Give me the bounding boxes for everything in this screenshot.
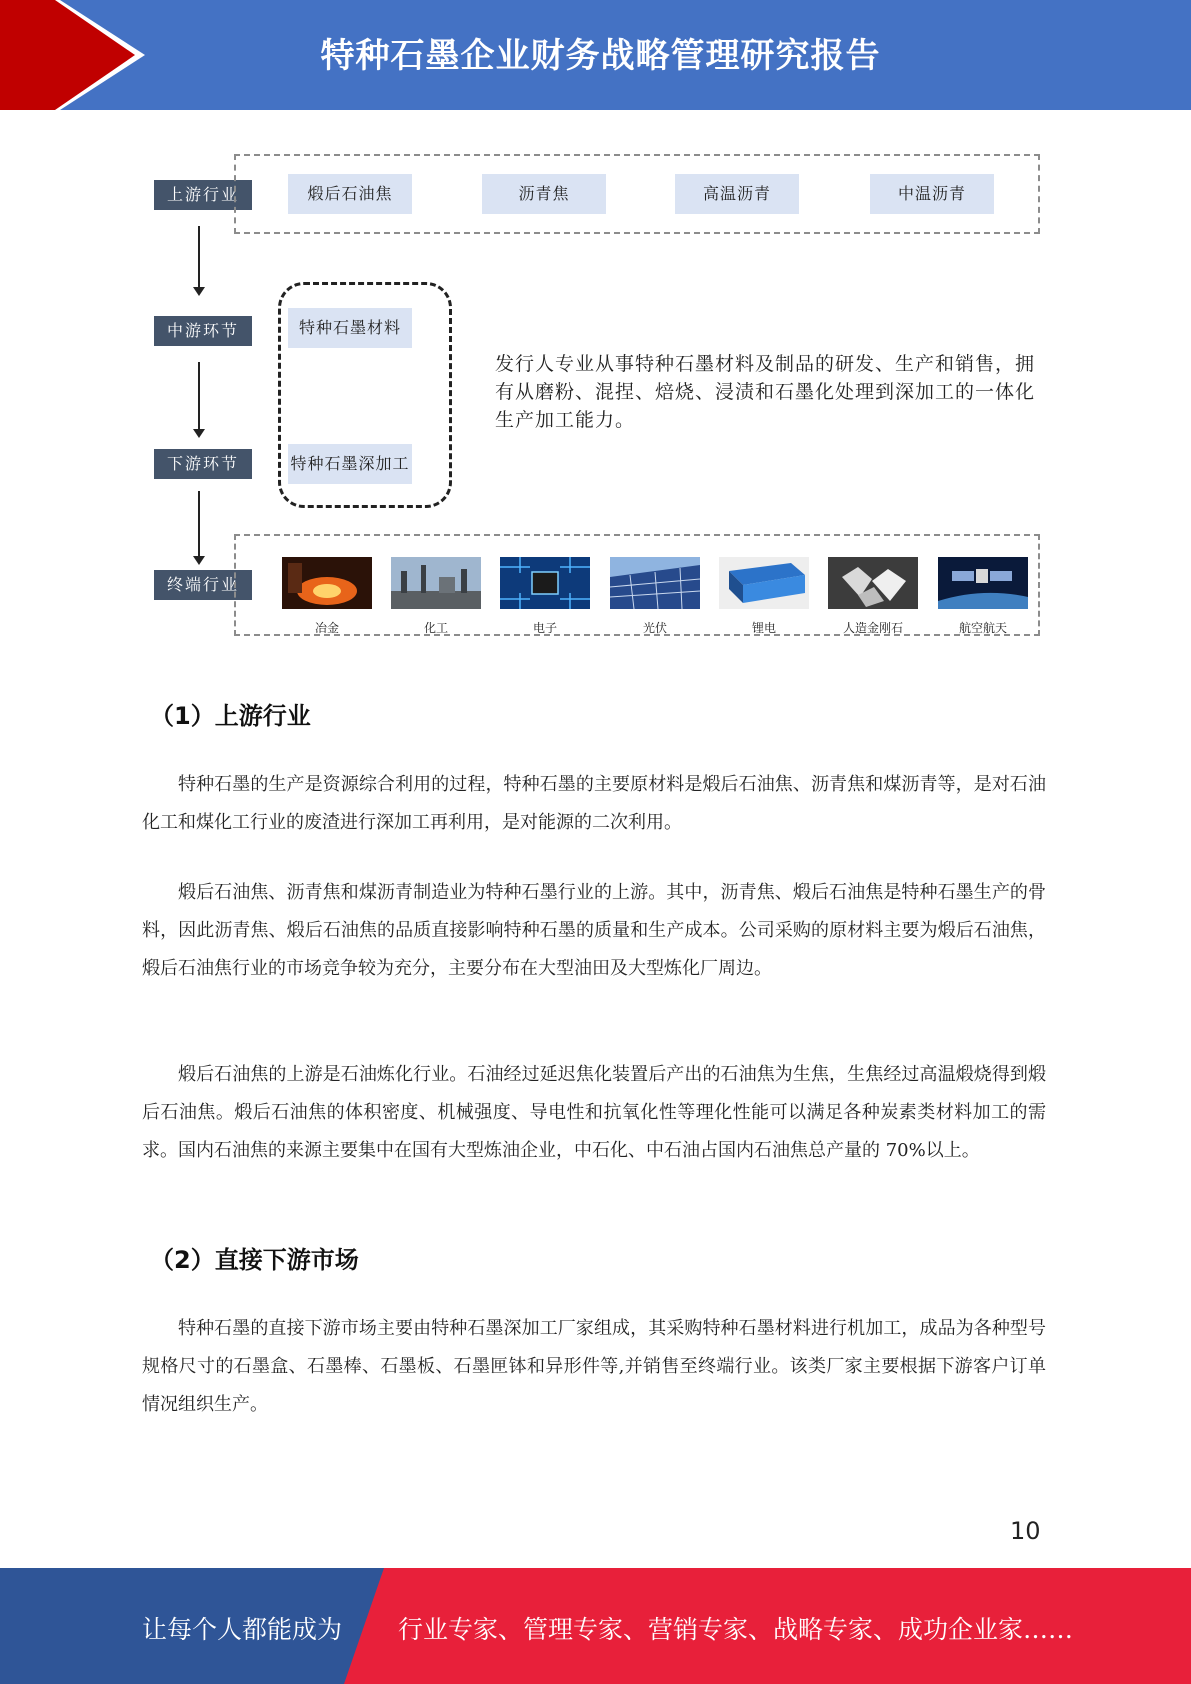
chemical-plant-photo-icon [391,557,481,609]
stage-label-terminal: 终端行业 [154,570,252,600]
arrow-down-icon [198,362,200,430]
terminal-chemical [391,557,481,636]
header-chevron-icon [0,0,150,110]
header-band [0,0,1191,110]
satellite-photo-icon [938,557,1028,609]
metallurgy-photo-icon [282,557,372,609]
upstream-material-1: 煅后石油焦 [288,174,412,214]
industry-chain-diagram [150,150,1040,640]
terminal-caption: 航空航天 [958,621,1007,635]
terminal-metallurgy [282,557,372,636]
stage-label-downstream: 下游环节 [154,449,252,479]
terminal-caption: 化工 [423,621,448,635]
section-heading-downstream: （2）直接下游市场 [150,1246,359,1274]
terminal-synthetic-diamond [828,557,918,636]
terminal-caption: 人造金刚石 [842,621,903,635]
battery-pack-photo-icon [719,557,809,609]
report-title: 特种石墨企业财务战略管理研究报告 [320,36,881,76]
terminal-caption: 电子 [532,621,557,635]
paragraph: 煅后石油焦、沥青焦和煤沥青制造业为特种石墨行业的上游。其中，沥青焦、煅后石油焦是特种石墨生产的骨料，因此沥青焦、煅后石油焦的品质直接影响特种石墨的质量和生产成本。公司采购的原材料主要为煅后石油焦，煅后石油焦行业的市场竞争较为充分，主要分布在大型油田及大型炼化厂周边。 [142,882,1046,979]
issuer-description: 发行人专业从事特种石墨材料及制品的研发、生产和销售，拥有从磨粉、混捏、焙烧、浸渍和石墨化处理到深加工的一体化生产加工能力。 [495,353,1036,431]
upstream-material-4: 中温沥青 [870,174,994,214]
footer-band [0,1568,1191,1684]
terminal-caption: 冶金 [314,621,339,635]
terminal-electronics [500,557,590,636]
terminal-lithium-battery [719,557,809,636]
downstream-product: 特种石墨深加工 [288,444,412,484]
paragraph: 特种石墨的生产是资源综合利用的过程，特种石墨的主要原材料是煅后石油焦、沥青焦和煤沥青等，是对石油化工和煤化工行业的废渣进行深加工再利用，是对能源的二次利用。 [142,774,1046,833]
upstream-material-3: 高温沥青 [675,174,799,214]
terminal-aerospace [938,557,1028,636]
footer-slogan-right: 行业专家、管理专家、营销专家、战略专家、成功企业家…… [398,1615,1074,1644]
terminal-caption: 锂电 [751,621,776,635]
arrow-down-icon [198,226,200,288]
stage-label-midstream: 中游环节 [154,316,252,346]
page-number: 10 [1010,1517,1041,1545]
terminal-caption: 光伏 [642,621,667,635]
terminal-photovoltaic [610,557,700,636]
chip-photo-icon [500,557,590,609]
solar-panel-photo-icon [610,557,700,609]
paragraph: 煅后石油焦的上游是石油炼化行业。石油经过延迟焦化装置后产出的石油焦为生焦，生焦经过高温煅烧得到煅后石油焦。煅后石油焦的体积密度、机械强度、导电性和抗氧化性等理化性能可以满足各种炭素类材料加工的需求。国内石油焦的来源主要集中在国有大型炼油企业，中石化、中石油占国内石油焦总产量的 70%以上。 [142,1064,1046,1161]
midstream-product: 特种石墨材料 [288,308,412,348]
diamond-photo-icon [828,557,918,609]
stage-label-upstream: 上游行业 [154,180,252,210]
footer-slogan-left: 让每个人都能成为 [142,1615,343,1644]
paragraph: 特种石墨的直接下游市场主要由特种石墨深加工厂家组成，其采购特种石墨材料进行机加工，成品为各种型号规格尺寸的石墨盒、石墨棒、石墨板、石墨匣钵和异形件等,并销售至终端行业。该类厂家主要根据下游客户订单情况组织生产。 [142,1318,1046,1415]
upstream-material-2: 沥青焦 [482,174,606,214]
section-heading-upstream: （1）上游行业 [150,702,311,730]
arrow-down-icon [198,491,200,557]
